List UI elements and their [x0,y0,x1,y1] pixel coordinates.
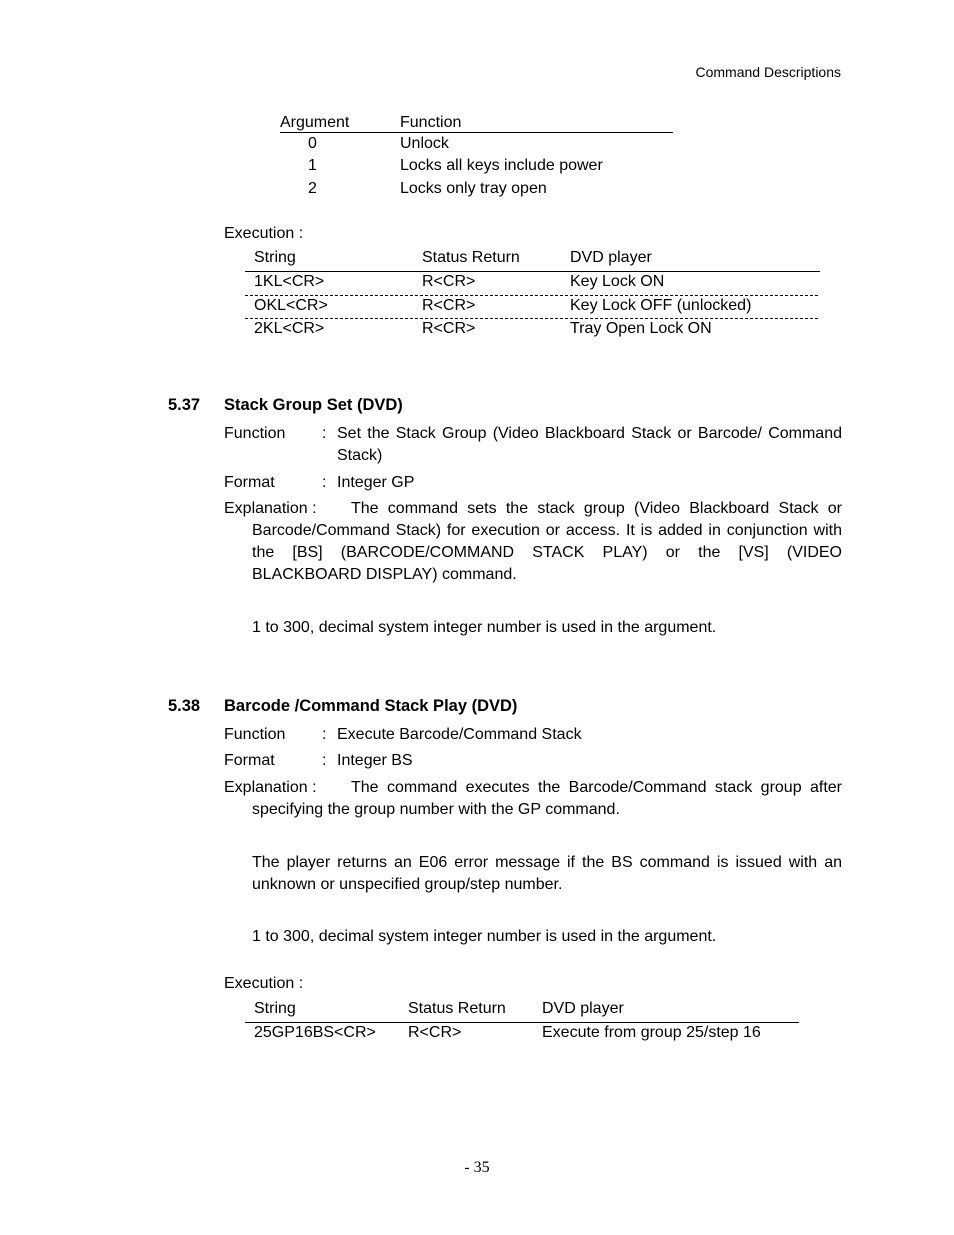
argument-note: 1 to 300, decimal system integer number is used in the argument. [252,619,717,636]
exec-header-status: Status Return [422,249,520,266]
row-divider [245,295,818,296]
exec-cell-string: 1KL<CR> [254,273,325,290]
section-title: Stack Group Set (DVD) [224,396,403,414]
execution-label: Execution : [224,975,304,992]
explanation-label: Explanation : [224,500,317,517]
row-divider [245,318,818,319]
exec-header-player: DVD player [570,249,652,266]
table-cell-function: Locks all keys include power [400,157,603,174]
exec-cell-status: R<CR> [422,320,476,337]
argument-note: 1 to 300, decimal system integer number is used in the argument. [252,928,717,945]
section-number: 5.37 [168,396,201,414]
exec-cell-status: R<CR> [422,297,476,314]
exec-cell-status: R<CR> [422,273,476,290]
format-label: Format [224,752,275,769]
page-header: Command Descriptions [695,64,841,80]
execution-label: Execution : [224,225,304,242]
explanation-text: The command sets the stack group (Video Blackboard Stack or Barcode/Command Stack) for execution or access. It is added in conjunction with the [BS] (BARCODE/COMMAND STACK PLAY) or the [VS] (VIDEO BLACKBOARD DISPLAY) command. [252,500,842,583]
table-cell-arg: 1 [308,157,317,174]
table-header-rule [280,132,673,133]
colon: : [322,425,327,442]
exec-cell-string: 25GP16BS<CR> [254,1024,376,1041]
table-cell-function: Locks only tray open [400,180,547,197]
section-number: 5.38 [168,697,201,715]
colon: : [322,752,327,769]
exec-header-rule [245,1022,799,1023]
explanation-text: The command executes the Barcode/Command stack group after specifying the group number with the GP command. [252,779,842,818]
table-cell-arg: 2 [308,180,317,197]
function-label: Function [224,425,286,442]
table-cell-function: Unlock [400,135,449,152]
page-number: - 35 [464,1159,490,1176]
format-text: Integer BS [337,752,413,769]
function-text: Execute Barcode/Command Stack [337,726,582,743]
format-label: Format [224,474,275,491]
exec-cell-player: Execute from group 25/step 16 [542,1024,761,1041]
function-text: Set the Stack Group (Video Blackboard Stack or Barcode/ Command Stack) [337,425,842,464]
exec-cell-status: R<CR> [408,1024,462,1041]
format-text: Integer GP [337,474,415,491]
exec-cell-string: OKL<CR> [254,297,328,314]
exec-header-status: Status Return [408,1000,506,1017]
exec-cell-player: Key Lock ON [570,273,665,290]
table-header-argument: Argument [280,114,350,131]
exec-header-rule [245,271,820,272]
function-label: Function [224,726,286,743]
exec-header-string: String [254,249,296,266]
colon: : [322,726,327,743]
exec-cell-player: Tray Open Lock ON [570,320,712,337]
exec-cell-string: 2KL<CR> [254,320,325,337]
table-cell-arg: 0 [308,135,317,152]
exec-cell-player: Key Lock OFF (unlocked) [570,297,752,314]
exec-header-player: DVD player [542,1000,624,1017]
colon: : [322,474,327,491]
exec-header-string: String [254,1000,296,1017]
section-title: Barcode /Command Stack Play (DVD) [224,697,518,715]
explanation-label: Explanation : [224,779,317,796]
table-header-function: Function [400,114,462,131]
error-note: The player returns an E06 error message if the BS command is issued with an unknown or unspecified group/step number. [252,854,842,893]
